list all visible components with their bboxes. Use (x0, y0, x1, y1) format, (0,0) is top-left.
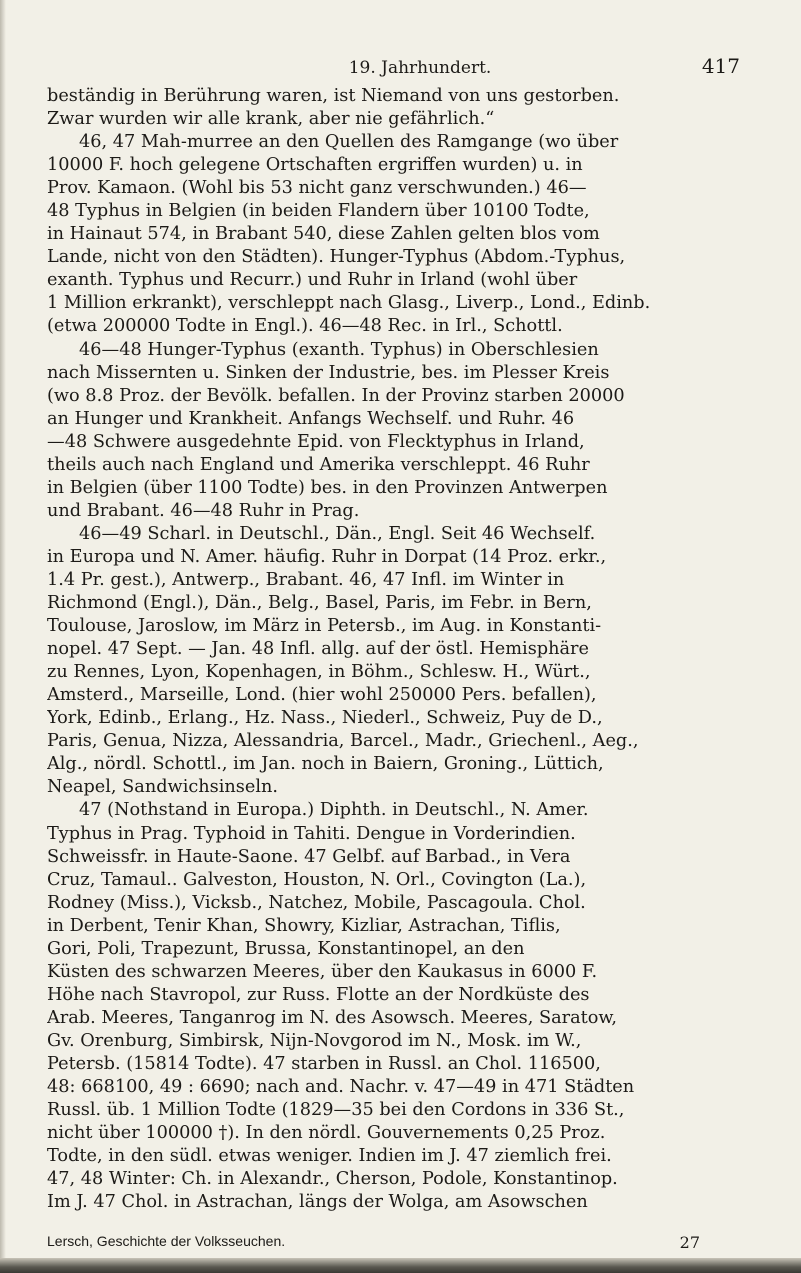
text-line: Küsten des schwarzen Meeres, über den Kaukasus in 6000 F. (47, 961, 598, 982)
text-line: Prov. Kamaon. (Wohl bis 53 nicht ganz verschwunden.) 46— (47, 178, 587, 199)
page-footer (47, 1233, 740, 1253)
text-line: nach Missernten u. Sinken der Industrie, bes. im Plesser Kreis (47, 362, 610, 383)
text-line: Zwar wurden wir alle krank, aber nie gefährlich.“ (47, 109, 495, 130)
text-line: an Hunger und Krankheit. Anfangs Wechself. und Ruhr. 46 (47, 408, 575, 429)
page-header (100, 54, 740, 84)
text-line: Rodney (Miss.), Vicksb., Natchez, Mobile, Pascagoula. Chol. (47, 892, 586, 913)
running-head: 19. Jahrhundert. (348, 58, 492, 78)
text-line: 47, 48 Winter: Ch. in Alexandr., Cherson, Podole, Konstantinop. (47, 1169, 618, 1190)
sheet-signature: 27 (679, 1233, 700, 1252)
body-text (47, 85, 740, 1214)
text-line: Alg., nördl. Schottl., im Jan. noch in Baiern, Groning., Lüttich, (47, 754, 604, 775)
text-line: Cruz, Tamaul.. Galveston, Houston, N. Orl., Covington (La.), (47, 869, 587, 890)
text-line: in Europa und N. Amer. häufig. Ruhr in Dorpat (14 Proz. erkr., (47, 546, 607, 567)
text-line: Todte, in den südl. etwas weniger. Indien im J. 47 ziemlich frei. (47, 1146, 612, 1167)
text-line: Richmond (Engl.), Dän., Belg., Basel, Paris, im Febr. in Bern, (47, 593, 592, 614)
text-line: 46, 47 Mah-murree an den Quellen des Ramgange (wo über (79, 132, 619, 153)
text-line: York, Edinb., Erlang., Hz. Nass., Niederl., Schweiz, Puy de D., (47, 708, 603, 729)
text-line: Im J. 47 Chol. in Astrachan, längs der Wolga, am Asowschen (47, 1192, 588, 1213)
text-line: Toulouse, Jaroslow, im März in Petersb., im Aug. in Konstanti- (47, 616, 602, 637)
text-line: nicht über 100000 †). In den nördl. Gouvernements 0,25 Proz. (47, 1123, 606, 1144)
text-line: Gori, Poli, Trapezunt, Brussa, Konstantinopel, an den (47, 938, 525, 959)
text-line: 46—48 Hunger-Typhus (exanth. Typhus) in Oberschlesien (79, 339, 599, 360)
text-line: (etwa 200000 Todte in Engl.). 46—48 Rec. in Irl., Schottl. (47, 316, 563, 337)
text-line: (wo 8.8 Proz. der Bevölk. befallen. In der Provinz starben 20000 (47, 385, 625, 406)
text-line: und Brabant. 46—48 Ruhr in Prag. (47, 500, 360, 521)
page-left-edge (0, 0, 6, 1273)
text-line: 47 (Nothstand in Europa.) Diphth. in Deutschl., N. Amer. (79, 800, 589, 821)
text-line: Höhe nach Stavropol, zur Russ. Flotte an der Nordküste des (47, 984, 590, 1005)
text-line: Arab. Meeres, Tanganrog im N. des Asowsch. Meeres, Saratow, (47, 1007, 618, 1028)
text-line: in Belgien (über 1100 Todte) bes. in den Provinzen Antwerpen (47, 477, 608, 498)
text-line: 1.4 Pr. gest.), Antwerp., Brabant. 46, 47 Infl. im Winter in (47, 569, 565, 590)
footer-credit: Lersch, Geschichte der Volksseuchen. (47, 1233, 286, 1249)
text-line: exanth. Typhus und Recurr.) und Ruhr in Irland (wohl über (47, 270, 578, 291)
text-line: Gv. Orenburg, Simbirsk, Nijn-Novgorod im N., Mosk. im W., (47, 1030, 582, 1051)
text-line: Schweissfr. in Haute-Saone. 47 Gelbf. auf Barbad., in Vera (47, 846, 571, 867)
page-number: 417 (701, 54, 740, 78)
text-line: Lande, nicht von den Städten). Hunger-Typhus (Abdom.-Typhus, (47, 247, 626, 268)
text-line: beständig in Berührung waren, ist Niemand von uns gestorben. (47, 86, 620, 106)
text-line: Neapel, Sandwichsinseln. (47, 777, 278, 798)
text-line: Petersb. (15814 Todte). 47 starben in Russl. an Chol. 116500, (47, 1053, 601, 1074)
text-line: 48: 668100, 49 : 6690; nach and. Nachr. v. 47—49 in 471 Städten (47, 1077, 635, 1098)
text-line: in Derbent, Tenir Khan, Showry, Kizliar, Astrachan, Tiflis, (47, 915, 561, 936)
text-line: 10000 F. hoch gelegene Ortschaften ergriffen wurden) u. in (47, 155, 583, 176)
text-line: nopel. 47 Sept. — Jan. 48 Infl. allg. auf der östl. Hemisphäre (47, 639, 589, 660)
text-line: theils auch nach England und Amerika verschleppt. 46 Ruhr (47, 454, 590, 475)
text-line: —48 Schwere ausgedehnte Epid. von Flecktyphus in Irland, (47, 431, 585, 452)
text-line: 1 Million erkrankt), verschleppt nach Glasg., Liverp., Lond., Edinb. (47, 293, 651, 314)
text-line: Typhus in Prag. Typhoid in Tahiti. Dengue in Vorderindien. (47, 823, 576, 844)
page-bottom-edge (0, 1258, 801, 1273)
text-line: zu Rennes, Lyon, Kopenhagen, in Böhm., Schlesw. H., Würt., (47, 662, 591, 683)
text-line: Russl. üb. 1 Million Todte (1829—35 bei den Cordons in 336 St., (47, 1100, 625, 1121)
text-line: in Hainaut 574, in Brabant 540, diese Zahlen gelten blos vom (47, 224, 600, 245)
text-line: 48 Typhus in Belgien (in beiden Flandern über 10100 Todte, (47, 201, 590, 222)
text-line: Paris, Genua, Nizza, Alessandria, Barcel., Madr., Griechenl., Aeg., (47, 731, 639, 752)
text-line: Amsterd., Marseille, Lond. (hier wohl 250000 Pers. befallen), (47, 685, 597, 706)
text-line: 46—49 Scharl. in Deutschl., Dän., Engl. Seit 46 Wechself. (79, 523, 596, 544)
